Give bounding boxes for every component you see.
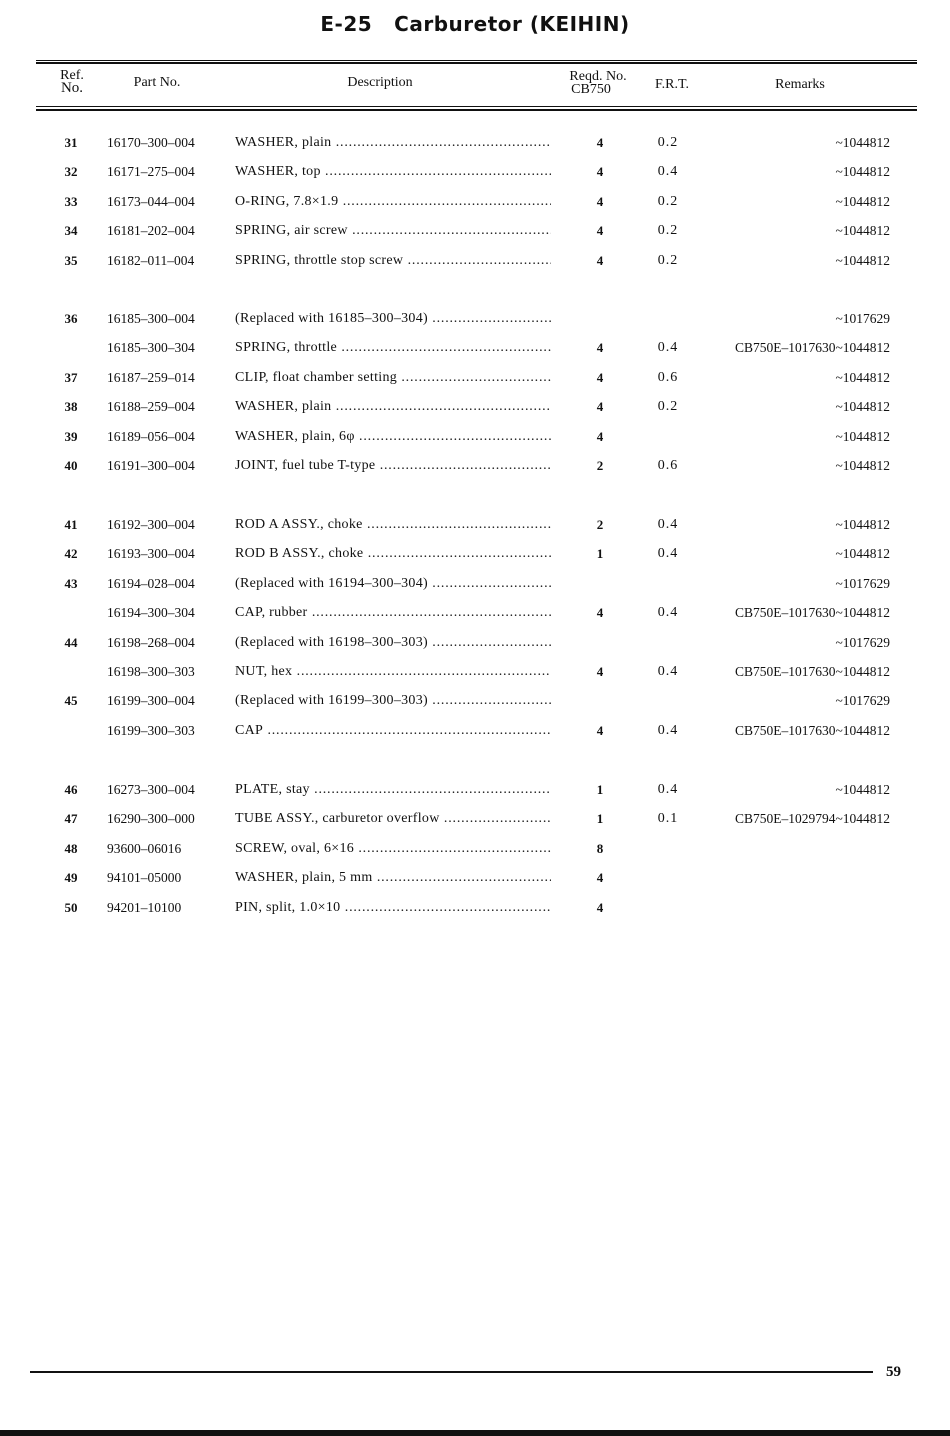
cell-ref: 50 xyxy=(64,900,78,915)
cell-part: 16182–011–004 xyxy=(107,253,195,268)
cell-qty: 4 xyxy=(596,253,604,268)
table-row xyxy=(0,900,950,920)
table-row xyxy=(0,253,950,273)
cell-part: 16187–259–014 xyxy=(107,370,195,385)
cell-frt: 0.4 xyxy=(657,546,679,561)
cell-ref: 31 xyxy=(64,135,78,150)
top-rule-thick xyxy=(36,62,917,64)
section-code: E-25 xyxy=(320,12,373,36)
cell-frt: 0.4 xyxy=(657,664,679,679)
table-row xyxy=(0,693,950,713)
scan-edge xyxy=(0,1430,950,1436)
header-part: Part No. xyxy=(133,75,181,90)
cell-ref: 45 xyxy=(64,693,78,708)
cell-desc: NUT, hex ..... xyxy=(235,664,551,680)
cell-rem: ~1044812 xyxy=(835,546,890,561)
cell-desc: SCREW, oval, 6×16 ..... xyxy=(235,841,551,857)
cell-qty: 1 xyxy=(596,811,604,826)
cell-frt: 0.2 xyxy=(657,223,679,238)
cell-desc: PLATE, stay ..... xyxy=(235,782,551,798)
cell-qty: 8 xyxy=(596,841,604,856)
cell-ref: 35 xyxy=(64,253,78,268)
cell-rem: CB750E–1029794~1044812 xyxy=(734,811,890,826)
cell-part: 16188–259–004 xyxy=(107,399,195,414)
cell-desc: SPRING, throttle ..... xyxy=(235,340,551,356)
cell-frt: 0.4 xyxy=(657,517,679,532)
cell-desc: (Replaced with 16199–300–303) ..... xyxy=(235,693,551,709)
cell-part: 16191–300–004 xyxy=(107,458,195,473)
cell-desc: ROD B ASSY., choke ..... xyxy=(235,546,551,562)
cell-qty: 4 xyxy=(596,164,604,179)
cell-qty: 4 xyxy=(596,399,604,414)
top-rule-thin xyxy=(36,60,917,61)
header-qty-line1: Reqd. No. xyxy=(569,69,627,84)
page-title xyxy=(0,12,950,36)
cell-part: 16185–300–304 xyxy=(107,340,195,355)
cell-ref: 40 xyxy=(64,458,78,473)
cell-frt: 0.2 xyxy=(657,135,679,150)
cell-frt: 0.4 xyxy=(657,723,679,738)
cell-rem: ~1044812 xyxy=(835,517,890,532)
cell-qty: 2 xyxy=(596,517,604,532)
cell-ref: 39 xyxy=(64,429,78,444)
cell-part: 16173–044–004 xyxy=(107,194,195,209)
table-row xyxy=(0,164,950,184)
cell-qty: 2 xyxy=(596,458,604,473)
cell-desc: SPRING, air screw ..... xyxy=(235,223,551,239)
cell-qty: 4 xyxy=(596,723,604,738)
table-row xyxy=(0,605,950,625)
table-row xyxy=(0,340,950,360)
cell-qty: 4 xyxy=(596,194,604,209)
cell-desc: WASHER, plain, 5 mm ..... xyxy=(235,870,551,886)
cell-part: 16273–300–004 xyxy=(107,782,195,797)
cell-part: 16192–300–004 xyxy=(107,517,195,532)
cell-frt: 0.6 xyxy=(657,458,679,473)
cell-desc: PIN, split, 1.0×10 ..... xyxy=(235,900,551,916)
cell-desc: CLIP, float chamber setting ..... xyxy=(235,370,551,386)
cell-rem: ~1044812 xyxy=(835,164,890,179)
header-remarks: Remarks xyxy=(775,77,825,92)
cell-ref: 33 xyxy=(64,194,78,209)
cell-qty: 1 xyxy=(596,546,604,561)
cell-rem: ~1017629 xyxy=(835,576,890,591)
cell-rem: ~1017629 xyxy=(835,693,890,708)
cell-frt: 0.4 xyxy=(657,605,679,620)
cell-part: 16198–300–303 xyxy=(107,664,195,679)
cell-part: 16198–268–004 xyxy=(107,635,195,650)
bottom-rule xyxy=(30,1371,873,1373)
table-row xyxy=(0,782,950,802)
cell-qty: 4 xyxy=(596,664,604,679)
cell-qty: 1 xyxy=(596,782,604,797)
table-row xyxy=(0,576,950,596)
page-number: 59 xyxy=(886,1364,901,1380)
cell-desc: JOINT, fuel tube T-type ..... xyxy=(235,458,551,474)
cell-ref: 42 xyxy=(64,546,78,561)
cell-ref: 47 xyxy=(64,811,78,826)
cell-part: 16189–056–004 xyxy=(107,429,195,444)
table-row xyxy=(0,458,950,478)
cell-rem: CB750E–1017630~1044812 xyxy=(734,605,890,620)
cell-qty: 4 xyxy=(596,870,604,885)
cell-frt: 0.2 xyxy=(657,194,679,209)
cell-part: 16193–300–004 xyxy=(107,546,195,561)
table-row xyxy=(0,546,950,566)
cell-frt: 0.4 xyxy=(657,340,679,355)
cell-ref: 48 xyxy=(64,841,78,856)
cell-part: 16194–300–304 xyxy=(107,605,195,620)
table-row xyxy=(0,370,950,390)
cell-rem: ~1044812 xyxy=(835,370,890,385)
cell-desc: CAP, rubber ..... xyxy=(235,605,551,621)
section-title: Carburetor (KEIHIN) xyxy=(394,12,630,36)
header-ref-line2: No. xyxy=(60,80,84,96)
cell-ref: 36 xyxy=(64,311,78,326)
header-qty-line2: CB750 xyxy=(571,82,611,97)
cell-qty: 4 xyxy=(596,340,604,355)
cell-desc: ROD A ASSY., choke ..... xyxy=(235,517,551,533)
cell-ref: 34 xyxy=(64,223,78,238)
cell-frt: 0.1 xyxy=(657,811,679,826)
cell-rem: ~1017629 xyxy=(835,311,890,326)
cell-qty: 4 xyxy=(596,605,604,620)
cell-desc: (Replaced with 16198–300–303) ..... xyxy=(235,635,551,651)
cell-ref: 38 xyxy=(64,399,78,414)
header-desc: Description xyxy=(347,75,413,90)
cell-ref: 37 xyxy=(64,370,78,385)
table-row xyxy=(0,194,950,214)
cell-desc: WASHER, plain, 6φ ..... xyxy=(235,429,551,445)
cell-rem: ~1044812 xyxy=(835,429,890,444)
cell-rem: CB750E–1017630~1044812 xyxy=(734,723,890,738)
cell-part: 16170–300–004 xyxy=(107,135,195,150)
cell-frt: 0.4 xyxy=(657,164,679,179)
table-row xyxy=(0,517,950,537)
cell-ref: 49 xyxy=(64,870,78,885)
cell-rem: ~1044812 xyxy=(835,135,890,150)
table-row xyxy=(0,399,950,419)
cell-qty: 4 xyxy=(596,900,604,915)
cell-part: 94101–05000 xyxy=(107,870,182,885)
cell-desc: WASHER, plain ..... xyxy=(235,399,551,415)
cell-frt: 0.2 xyxy=(657,253,679,268)
table-row xyxy=(0,223,950,243)
cell-desc: WASHER, plain ..... xyxy=(235,135,551,151)
cell-frt: 0.6 xyxy=(657,370,679,385)
header-ref xyxy=(52,69,92,95)
cell-ref: 46 xyxy=(64,782,78,797)
cell-part: 16185–300–004 xyxy=(107,311,195,326)
table-row xyxy=(0,841,950,861)
cell-rem: ~1044812 xyxy=(835,253,890,268)
cell-rem: ~1044812 xyxy=(835,194,890,209)
cell-desc: WASHER, top ..... xyxy=(235,164,551,180)
cell-part: 16194–028–004 xyxy=(107,576,195,591)
cell-part: 16290–300–000 xyxy=(107,811,195,826)
cell-desc: (Replaced with 16194–300–304) ..... xyxy=(235,576,551,592)
cell-rem: CB750E–1017630~1044812 xyxy=(734,340,890,355)
cell-qty: 4 xyxy=(596,223,604,238)
cell-desc: O-RING, 7.8×1.9 ..... xyxy=(235,194,551,210)
table-row xyxy=(0,664,950,684)
cell-desc: TUBE ASSY., carburetor overflow ..... xyxy=(235,811,551,827)
table-row xyxy=(0,311,950,331)
table-row xyxy=(0,429,950,449)
cell-ref: 44 xyxy=(64,635,78,650)
header-rule-thin xyxy=(36,106,917,107)
header-qty xyxy=(558,70,638,96)
cell-part: 16181–202–004 xyxy=(107,223,195,238)
cell-part: 93600–06016 xyxy=(107,841,182,856)
cell-rem: CB750E–1017630~1044812 xyxy=(734,664,890,679)
cell-ref: 43 xyxy=(64,576,78,591)
cell-rem: ~1044812 xyxy=(835,399,890,414)
cell-part: 94201–10100 xyxy=(107,900,182,915)
cell-rem: ~1017629 xyxy=(835,635,890,650)
cell-part: 16171–275–004 xyxy=(107,164,195,179)
table-row xyxy=(0,635,950,655)
cell-desc: (Replaced with 16185–300–304) ..... xyxy=(235,311,551,327)
cell-desc: CAP ..... xyxy=(235,723,551,739)
header-ref-line1: Ref. xyxy=(60,68,84,83)
cell-frt: 0.4 xyxy=(657,782,679,797)
table-row xyxy=(0,135,950,155)
cell-part: 16199–300–004 xyxy=(107,693,195,708)
cell-rem: ~1044812 xyxy=(835,223,890,238)
cell-part: 16199–300–303 xyxy=(107,723,195,738)
cell-frt: 0.2 xyxy=(657,399,679,414)
table-row xyxy=(0,870,950,890)
cell-qty: 4 xyxy=(596,135,604,150)
header-frt: F.R.T. xyxy=(654,77,689,92)
table-row xyxy=(0,723,950,743)
header-rule-thick xyxy=(36,109,917,111)
cell-rem: ~1044812 xyxy=(835,782,890,797)
cell-qty: 4 xyxy=(596,429,604,444)
table-row xyxy=(0,811,950,831)
cell-qty: 4 xyxy=(596,370,604,385)
cell-rem: ~1044812 xyxy=(835,458,890,473)
cell-ref: 32 xyxy=(64,164,78,179)
cell-desc: SPRING, throttle stop screw ..... xyxy=(235,253,551,269)
cell-ref: 41 xyxy=(64,517,78,532)
